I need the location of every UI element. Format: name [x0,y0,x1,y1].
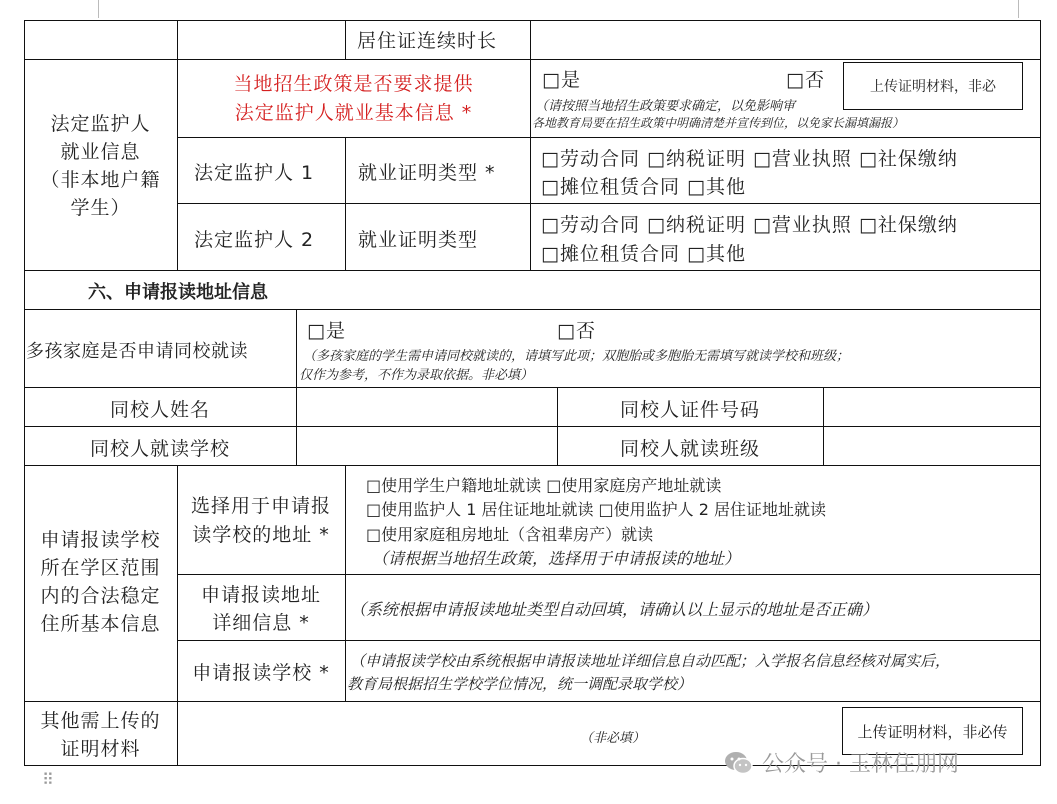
rule [530,137,531,271]
rule [177,574,1041,575]
rule [1040,20,1041,766]
rule [24,309,1041,310]
employment-section-label: 法定监护人 就业信息 （非本地户籍 学生） [40,113,161,219]
multichild-label: 多孩家庭是否申请同校就读 [26,341,248,362]
rule [177,640,1041,641]
employment-no-checkbox[interactable]: □否 [786,69,825,91]
page-corner-mark [98,0,99,18]
rule [345,137,346,271]
rule [177,137,1041,138]
wechat-icon [724,750,754,776]
multichild-note-line1: （多孩家庭的学生需申请同校就读的，请填写此项；双胞胎或多胞胎无需填写就读学校和班级； [303,349,850,364]
address-option-row3[interactable]: □使用家庭租房地址（含祖辈房产）就读 [366,525,654,544]
other-materials-label: 其他需上传的 证明材料 [40,710,161,760]
multichild-no-checkbox[interactable]: □否 [557,320,596,342]
residence-duration-label: 居住证连续时长 [357,30,498,52]
address-option-row1[interactable]: □使用学生户籍地址就读 □使用家庭房产地址就读 [366,476,722,495]
employment-upload-button[interactable]: 上传证明材料，非必 [843,62,1023,110]
sibling-school-field[interactable] [297,427,557,465]
other-materials-note: （非必填） [580,731,646,746]
address-school-note-line2: 教育局根据招生学校学位情况，统一调配录取学校） [347,675,693,693]
address-school-label: 申请报读学校 * [192,662,330,684]
rule [177,20,178,60]
sibling-id-label: 同校人证件号码 [619,399,760,421]
guardian-2-type-label: 就业证明类型 [358,229,479,251]
drag-handle-icon[interactable]: ⠿ [42,770,54,789]
address-section-label: 申请报读学校 所在学区范围 内的合法稳定 住所基本信息 [40,529,161,635]
employment-note: （请按照当地招生政策要求确定，以免影响审 [535,99,796,114]
guardian-1-type-label: 就业证明类型 * [358,162,496,184]
guardian-2-options-row1[interactable]: □劳动合同 □纳税证明 □营业执照 □社保缴纳 [541,214,958,236]
rule [530,20,531,60]
guardian-1-options-row1[interactable]: □劳动合同 □纳税证明 □营业执照 □社保缴纳 [541,148,958,170]
sibling-id-field[interactable] [824,388,1040,426]
watermark [724,747,959,778]
sibling-name-label: 同校人姓名 [109,399,210,421]
address-school-note-line1: （申请报读学校由系统根据申请报读地址详细信息自动匹配；入学报名信息经核对属实后， [350,652,951,670]
rule [345,465,346,702]
address-select-label: 选择用于申请报 读学校的地址 * [190,495,331,546]
multichild-yes-checkbox[interactable]: □是 [307,320,346,342]
guardian-2-label: 法定监护人 2 [194,229,315,251]
sibling-school-label: 同校人就读学校 [89,438,230,460]
guardian-1-label: 法定监护人 1 [194,162,315,184]
rule [345,20,346,60]
guardian-1-options-row2[interactable]: □摊位租赁合同 □其他 [541,176,746,198]
sibling-name-field[interactable] [297,388,557,426]
address-option-row2[interactable]: □使用监护人 1 居住证地址就读 □使用监护人 2 居住证地址就读 [366,500,827,519]
guardian-2-options-row2[interactable]: □摊位租赁合同 □其他 [541,243,746,265]
multichild-note-line2: 仅作为参考，不作为录取依据。非必填） [299,368,534,383]
sibling-class-field[interactable] [824,427,1040,465]
sibling-class-label: 同校人就读班级 [619,438,760,460]
employment-policy-question: 当地招生政策是否要求提供 法定监护人就业基本信息 * [233,73,474,124]
other-upload-button[interactable]: 上传证明材料，非必传 [842,707,1023,755]
rule [177,203,1041,204]
employment-note-red: 各地教育局要在招生政策中明确清楚并宣传到位，以免家长漏填漏报） [532,116,905,130]
page-corner-mark [1018,0,1019,18]
section-6-title: 六、申请报读地址信息 [88,282,268,303]
address-select-note: （请根据当地招生政策，选择用于申请报读的地址） [372,549,741,568]
rule [530,59,531,138]
watermark-text: 公众号 · 玉林住朋网 [762,752,959,777]
address-detail-note: （系统根据申请报读地址类型自动回填，请确认以上显示的地址是否正确） [350,600,879,619]
address-detail-label: 申请报读地址 详细信息 * [200,584,321,634]
employment-yes-checkbox[interactable]: □是 [542,69,581,91]
